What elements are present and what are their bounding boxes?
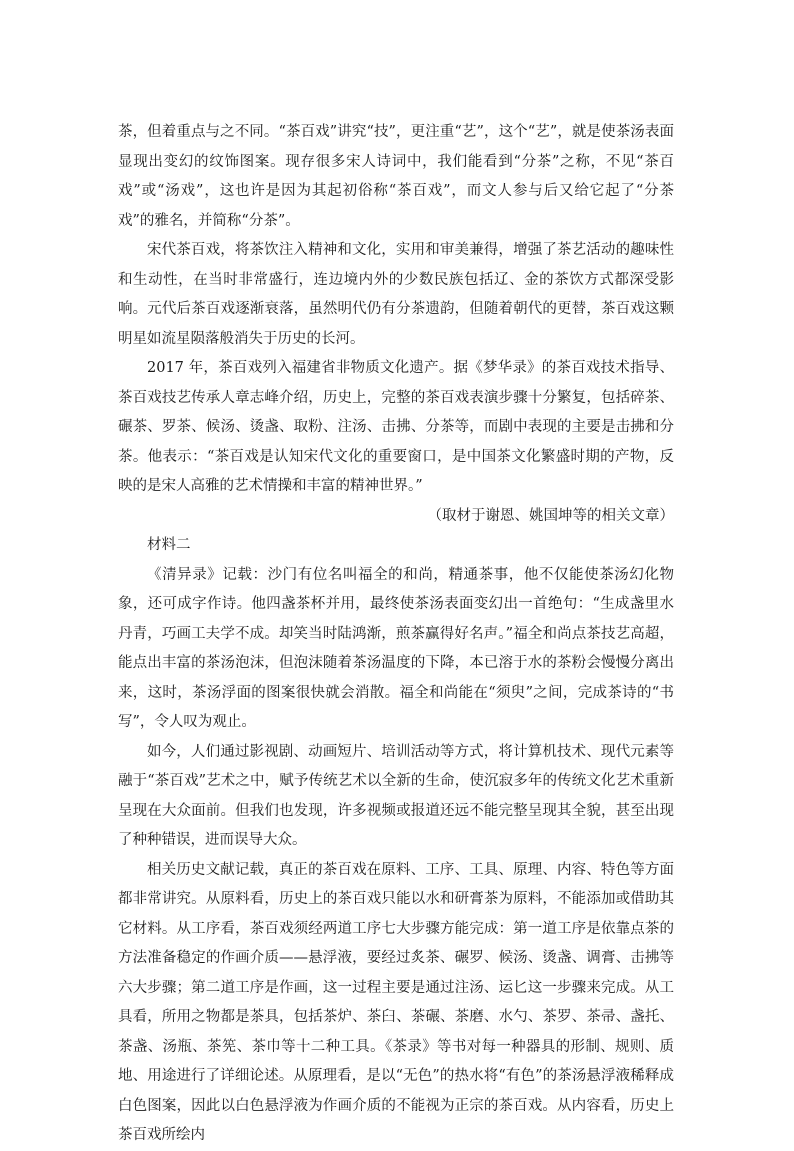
paragraph-4: 《清异录》记载：沙门有位名叫福全的和尚，精通茶事，他不仅能使茶汤幻化物象，还可成字作诗。他四盏茶杯并用，最终使茶汤表面变幻出一首绝句：“生成盏里水丹青，巧画工夫学不成。却笑当时陆鸿渐，煎茶赢得好名声。”福全和尚点茶技艺高超，能点出丰富的茶汤泡沫，但泡沫随着茶汤温度的下降，本已溶于水的茶粉会慢慢分离出来，这时，茶汤浮面的图案很快就会消散。福全和尚能在“须臾”之间，完成茶诗的“书写”，令人叹为观止。 [118, 566, 674, 730]
paragraph-6: 相关历史文献记载，真正的茶百戏在原料、工序、工具、原理、内容、特色等方面都非常讲究。从原料看，历史上的茶百戏只能以水和研膏茶为原料，不能添加或借助其它材料。从工序看，茶百戏须经两道工序七大步骤方能完成：第一道工序是依靠点茶的方法准备稳定的作画介质——悬浮液，要经过炙茶、碾罗、候汤、烫盏、调膏、击拂等六大步骤；第二道工序是作画，这一过程主要是通过注汤、运匕这一步骤来完成。从工具看，所用之物都是茶具，包括茶炉、茶臼、茶碾、茶磨、水勺、茶罗、茶帚、盏托、茶盏、汤瓶、茶筅、茶巾等十二种工具。《茶录》等书对每一种器具的形制、规则、质地、用途进行了详细论述。从原理看，是以“无色”的热水将“有色”的茶汤悬浮液稀释成白色图案，因此以白色悬浮液为作画介质的不能视为正宗的茶百戏。从内容看，历史上茶百戏所绘内 [118, 861, 674, 1143]
paragraph-3: 2017 年，茶百戏列入福建省非物质文化遗产。据《梦华录》的茶百戏技术指导、茶百戏技艺传承人章志峰介绍，历史上，完整的茶百戏表演步骤十分繁复，包括碎茶、碾茶、罗茶、候汤、烫盏、取粉、注汤、击拂、分茶等，而剧中表现的主要是击拂和分茶。他表示：“茶百戏是认知宋代文化的重要窗口，是中国茶文化繁盛时期的产物，反映的是宋人高雅的艺术情操和丰富的精神世界。” [118, 360, 674, 494]
paragraph-1: 茶，但着重点与之不同。“茶百戏”讲究“技”，更注重“艺”，这个“艺”，就是使茶汤表面显现出变幻的纹饰图案。现存很多宋人诗词中，我们能看到“分茶”之称，不见“茶百戏”或“汤戏”，这也许是因为其起初俗称“茶百戏”，而文人参与后又给它起了“分茶戏”的雅名，并简称“分茶”。 [118, 124, 674, 229]
section-heading: 材料二 [147, 537, 191, 553]
paragraph-5: 如今，人们通过影视剧、动画短片、培训活动等方式，将计算机技术、现代元素等融于“茶百戏”艺术之中，赋予传统艺术以全新的生命，使沉寂多年的传统文化艺术重新呈现在大众面前。但我们也发现，许多视频或报道还远不能完整呈现其全貌，甚至出现了种种错误，进而误导大众。 [118, 743, 674, 848]
document-page [118, 118, 674, 1151]
source-note: （取材于谢恩、姚国坤等的相关文章） [427, 507, 674, 524]
paragraph-2: 宋代茶百戏，将茶饮注入精神和文化，实用和审美兼得，增强了茶艺活动的趣味性和生动性，在当时非常盛行，连边境内外的少数民族包括辽、金的茶饮方式都深受影响。元代后茶百戏逐渐衰落，虽然明代仍有分茶遗韵，但随着朝代的更替，茶百戏这颗明星如流星陨落般消失于历史的长河。 [118, 242, 674, 347]
